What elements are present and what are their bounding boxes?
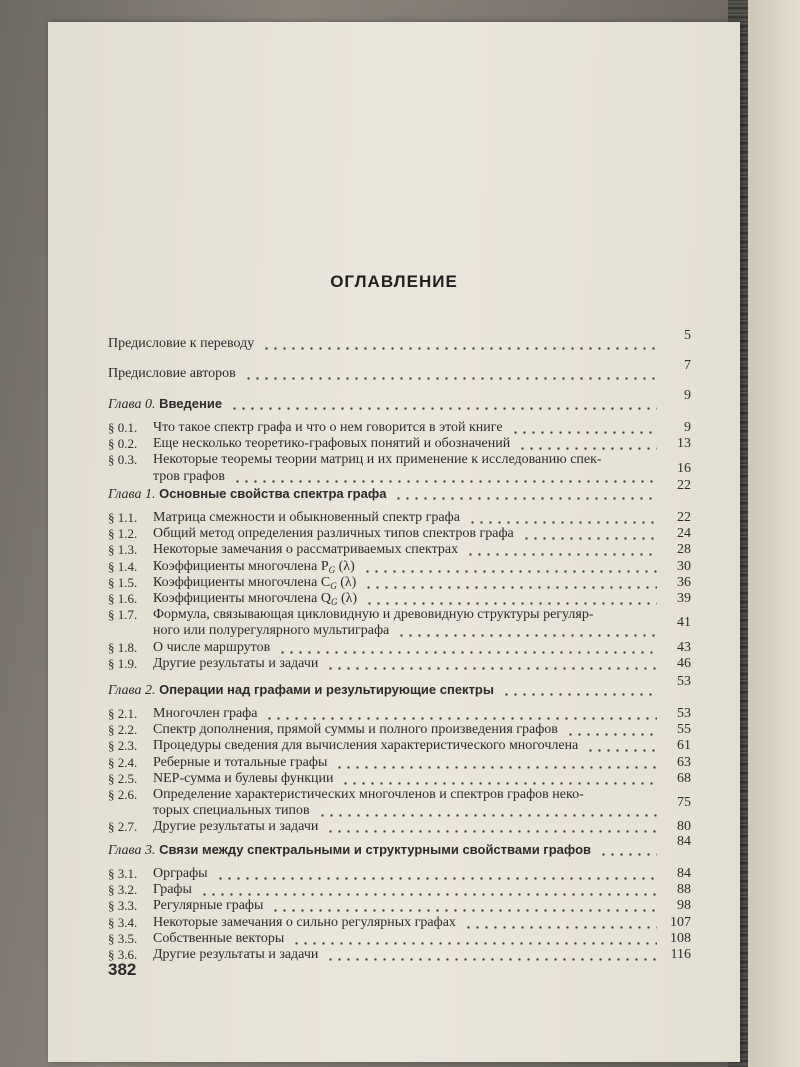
section-number: § 3.1. bbox=[108, 866, 138, 881]
section-page: 24 bbox=[677, 526, 691, 542]
toc-entry-preface[interactable] bbox=[108, 358, 691, 382]
dot-leader bbox=[271, 909, 657, 912]
subscript: G bbox=[330, 580, 337, 591]
toc-section[interactable] bbox=[108, 819, 691, 835]
section-title: Коэффициенты многочлена $P_G$ (λ) bbox=[153, 558, 355, 575]
toc-section[interactable] bbox=[108, 738, 691, 754]
toc-section[interactable] bbox=[108, 420, 691, 436]
section-title: NEP-сумма и булевы функции bbox=[153, 770, 334, 786]
section-number: § 3.5. bbox=[108, 930, 138, 946]
section-page: 46 bbox=[677, 655, 691, 671]
section-number: § 2.2. bbox=[108, 722, 138, 738]
section-page: 43 bbox=[677, 639, 691, 655]
section-title: Определение характеристических многочленов и спектров графов неко- bbox=[153, 787, 584, 802]
section-page: 53 bbox=[677, 706, 691, 721]
entry-page: 7 bbox=[684, 358, 691, 373]
section-number: § 0.2. bbox=[108, 436, 138, 452]
chapter-label: Глава 2. bbox=[108, 683, 156, 698]
chapter-page: 9 bbox=[684, 388, 691, 403]
section-title: Многочлен графа bbox=[153, 706, 258, 721]
chapter-page: 84 bbox=[677, 834, 691, 849]
dot-leader bbox=[502, 693, 657, 696]
section-title: Общий метод определения различных типов спектров графа bbox=[153, 526, 514, 542]
section-title-cont: тров графов bbox=[153, 468, 226, 484]
section-number: § 1.6. bbox=[108, 591, 138, 606]
dot-leader bbox=[233, 480, 657, 483]
chapter-heading bbox=[108, 682, 494, 699]
chapter-heading bbox=[108, 842, 591, 859]
section-title: О числе маршрутов bbox=[153, 639, 271, 655]
section-number: § 1.4. bbox=[108, 558, 138, 574]
dot-leader bbox=[363, 570, 657, 573]
section-page: 107 bbox=[670, 914, 691, 930]
section-number: § 3.4. bbox=[108, 914, 138, 930]
section-title: Орграфы bbox=[153, 866, 208, 881]
dot-leader bbox=[466, 553, 657, 556]
toc-section[interactable] bbox=[108, 607, 691, 623]
section-title: Регулярные графы bbox=[153, 898, 264, 914]
dot-leader bbox=[230, 407, 657, 410]
book-page bbox=[48, 22, 740, 1062]
dot-leader bbox=[292, 942, 657, 945]
dot-leader bbox=[200, 893, 657, 896]
section-page: 75 bbox=[677, 795, 691, 811]
section-number: § 1.1. bbox=[108, 510, 138, 525]
section-page: 16 bbox=[677, 460, 691, 476]
dot-leader bbox=[586, 749, 657, 752]
section-number: § 2.3. bbox=[108, 738, 138, 754]
toc-section[interactable] bbox=[108, 722, 691, 738]
dot-leader bbox=[278, 651, 657, 654]
section-number: § 2.5. bbox=[108, 770, 138, 786]
toc-section[interactable] bbox=[108, 931, 691, 947]
subscript: G bbox=[330, 597, 338, 607]
chapter-title: Связи между спектральными и структурными свойствами графов bbox=[155, 842, 592, 857]
dot-leader bbox=[365, 602, 657, 605]
section-number: § 0.1. bbox=[108, 420, 138, 435]
section-title: Некоторые замечания о сильно регулярных графах bbox=[153, 914, 456, 930]
section-title: Еще несколько теоретико-графовых понятий и обозначений bbox=[153, 436, 511, 452]
toc-section[interactable] bbox=[108, 947, 691, 963]
section-page: 108 bbox=[670, 930, 691, 946]
toc-section[interactable] bbox=[108, 915, 691, 931]
toc-section-continuation bbox=[108, 795, 691, 819]
section-page: 61 bbox=[677, 738, 691, 754]
dot-leader bbox=[464, 926, 657, 929]
section-page: 63 bbox=[677, 754, 691, 770]
chapter-title: Введение bbox=[155, 396, 223, 411]
subscript: G bbox=[328, 564, 336, 575]
next-page-edge bbox=[748, 0, 800, 1067]
section-number: § 1.2. bbox=[108, 526, 138, 542]
dot-leader bbox=[318, 814, 657, 817]
dot-leader bbox=[599, 853, 657, 856]
section-number: § 2.6. bbox=[108, 787, 138, 802]
toc-section[interactable] bbox=[108, 526, 691, 542]
dot-leader bbox=[335, 766, 657, 769]
section-page: 13 bbox=[677, 436, 691, 452]
toc-section[interactable] bbox=[108, 898, 691, 914]
section-title: Другие результаты и задачи bbox=[153, 819, 319, 835]
entry-title: Предисловие к переводу bbox=[108, 336, 255, 351]
dot-leader bbox=[364, 586, 657, 589]
section-title: Некоторые замечания о рассматриваемых спектрах bbox=[153, 542, 459, 558]
section-page: 88 bbox=[677, 882, 691, 898]
toc-chapter[interactable] bbox=[108, 834, 691, 858]
toc-section[interactable] bbox=[108, 452, 691, 468]
section-number: § 2.7. bbox=[108, 819, 138, 835]
chapter-heading bbox=[108, 486, 386, 503]
section-page: 68 bbox=[677, 770, 691, 786]
section-number: § 2.4. bbox=[108, 754, 138, 770]
section-title: Собственные векторы bbox=[153, 930, 285, 946]
section-title-cont: торых специальных типов bbox=[153, 803, 310, 819]
toc-section[interactable] bbox=[108, 866, 691, 882]
dot-leader bbox=[397, 634, 657, 637]
dot-leader bbox=[244, 377, 657, 380]
dot-leader bbox=[341, 782, 657, 785]
section-page: 30 bbox=[677, 558, 691, 574]
section-title: Матрица смежности и обыкновенный спектр графа bbox=[153, 510, 460, 525]
section-title: Процедуры сведения для вычисления характеристического многочлена bbox=[153, 738, 579, 754]
section-number: § 2.1. bbox=[108, 706, 138, 721]
toc-section[interactable] bbox=[108, 882, 691, 898]
toc-section[interactable] bbox=[108, 640, 691, 656]
section-title: Другие результаты и задачи bbox=[153, 947, 319, 962]
section-page: 80 bbox=[677, 819, 691, 835]
section-page: 36 bbox=[677, 574, 691, 590]
toc-entry-preface[interactable] bbox=[108, 328, 691, 352]
dot-leader bbox=[522, 537, 657, 540]
section-page: 9 bbox=[684, 420, 691, 435]
section-title: Что такое спектр графа и что о нем говорится в этой книге bbox=[153, 420, 503, 435]
dot-leader bbox=[394, 497, 657, 500]
dot-leader bbox=[511, 431, 657, 434]
toc-section[interactable] bbox=[108, 787, 691, 803]
section-page: 116 bbox=[670, 947, 691, 962]
section-title: Коэффициенты многочлена $Q_G$ (λ) bbox=[153, 591, 358, 607]
dot-leader bbox=[518, 447, 657, 450]
chapter-heading bbox=[108, 396, 222, 413]
section-number: § 3.2. bbox=[108, 882, 138, 898]
toc-chapter[interactable] bbox=[108, 388, 691, 412]
dot-leader bbox=[262, 347, 657, 350]
chapter-page: 22 bbox=[677, 478, 691, 493]
section-page: 39 bbox=[677, 591, 691, 606]
section-number: § 1.7. bbox=[108, 607, 138, 623]
section-number: § 0.3. bbox=[108, 452, 138, 468]
dot-leader bbox=[326, 667, 657, 670]
page-title: ОГЛАВЛЕНИЕ bbox=[330, 272, 458, 291]
dot-leader bbox=[265, 717, 657, 720]
toc-section[interactable] bbox=[108, 510, 691, 526]
toc-section[interactable] bbox=[108, 542, 691, 558]
dot-leader bbox=[326, 830, 657, 833]
section-title: Некоторые теоремы теории матриц и их применение к исследованию спек- bbox=[153, 452, 602, 468]
section-page: 55 bbox=[677, 722, 691, 738]
toc-section[interactable] bbox=[108, 591, 691, 607]
dot-leader bbox=[326, 958, 657, 961]
chapter-title: Основные свойства спектра графа bbox=[155, 486, 387, 501]
page-number: 382 bbox=[108, 960, 137, 979]
section-page: 22 bbox=[677, 510, 691, 525]
toc-section[interactable] bbox=[108, 771, 691, 787]
chapter-title: Операции над графами и результирующие спектры bbox=[155, 682, 494, 697]
toc-section[interactable] bbox=[108, 706, 691, 722]
section-title: Коэффициенты многочлена $C_G$ (λ) bbox=[153, 574, 357, 591]
chapter-label: Глава 0. bbox=[108, 397, 156, 412]
section-title: Другие результаты и задачи bbox=[153, 655, 319, 671]
section-page: 98 bbox=[677, 898, 691, 914]
section-number: § 1.5. bbox=[108, 574, 138, 590]
section-number: § 3.6. bbox=[108, 947, 138, 962]
section-title: Формула, связывающая цикловидную и древовидную структуры регуляр- bbox=[153, 607, 594, 623]
section-number: § 1.9. bbox=[108, 655, 138, 671]
section-number: § 3.3. bbox=[108, 898, 138, 914]
chapter-page: 53 bbox=[677, 674, 691, 689]
dot-leader bbox=[468, 521, 657, 524]
section-title: Реберные и тотальные графы bbox=[153, 754, 328, 770]
toc-section[interactable] bbox=[108, 575, 691, 591]
toc-chapter[interactable] bbox=[108, 478, 691, 502]
dot-leader bbox=[566, 733, 657, 736]
toc-section[interactable] bbox=[108, 656, 691, 672]
section-title-cont: ного или полурегулярного мультиграфа bbox=[153, 623, 390, 639]
section-page: 84 bbox=[677, 866, 691, 881]
section-number: § 1.3. bbox=[108, 542, 138, 558]
toc-section[interactable] bbox=[108, 755, 691, 771]
chapter-label: Глава 1. bbox=[108, 487, 156, 502]
section-title: Спектр дополнения, прямой суммы и полного произведения графов bbox=[153, 722, 558, 738]
toc-section[interactable] bbox=[108, 559, 691, 575]
section-page: 28 bbox=[677, 542, 691, 558]
section-page: 41 bbox=[677, 615, 691, 631]
entry-page: 5 bbox=[684, 328, 691, 343]
toc-section[interactable] bbox=[108, 436, 691, 452]
section-number: § 1.8. bbox=[108, 639, 138, 655]
toc-chapter[interactable] bbox=[108, 674, 691, 698]
entry-title: Предисловие авторов bbox=[108, 366, 236, 381]
chapter-label: Глава 3. bbox=[108, 843, 156, 858]
dot-leader bbox=[216, 877, 657, 880]
section-title: Графы bbox=[153, 882, 192, 898]
